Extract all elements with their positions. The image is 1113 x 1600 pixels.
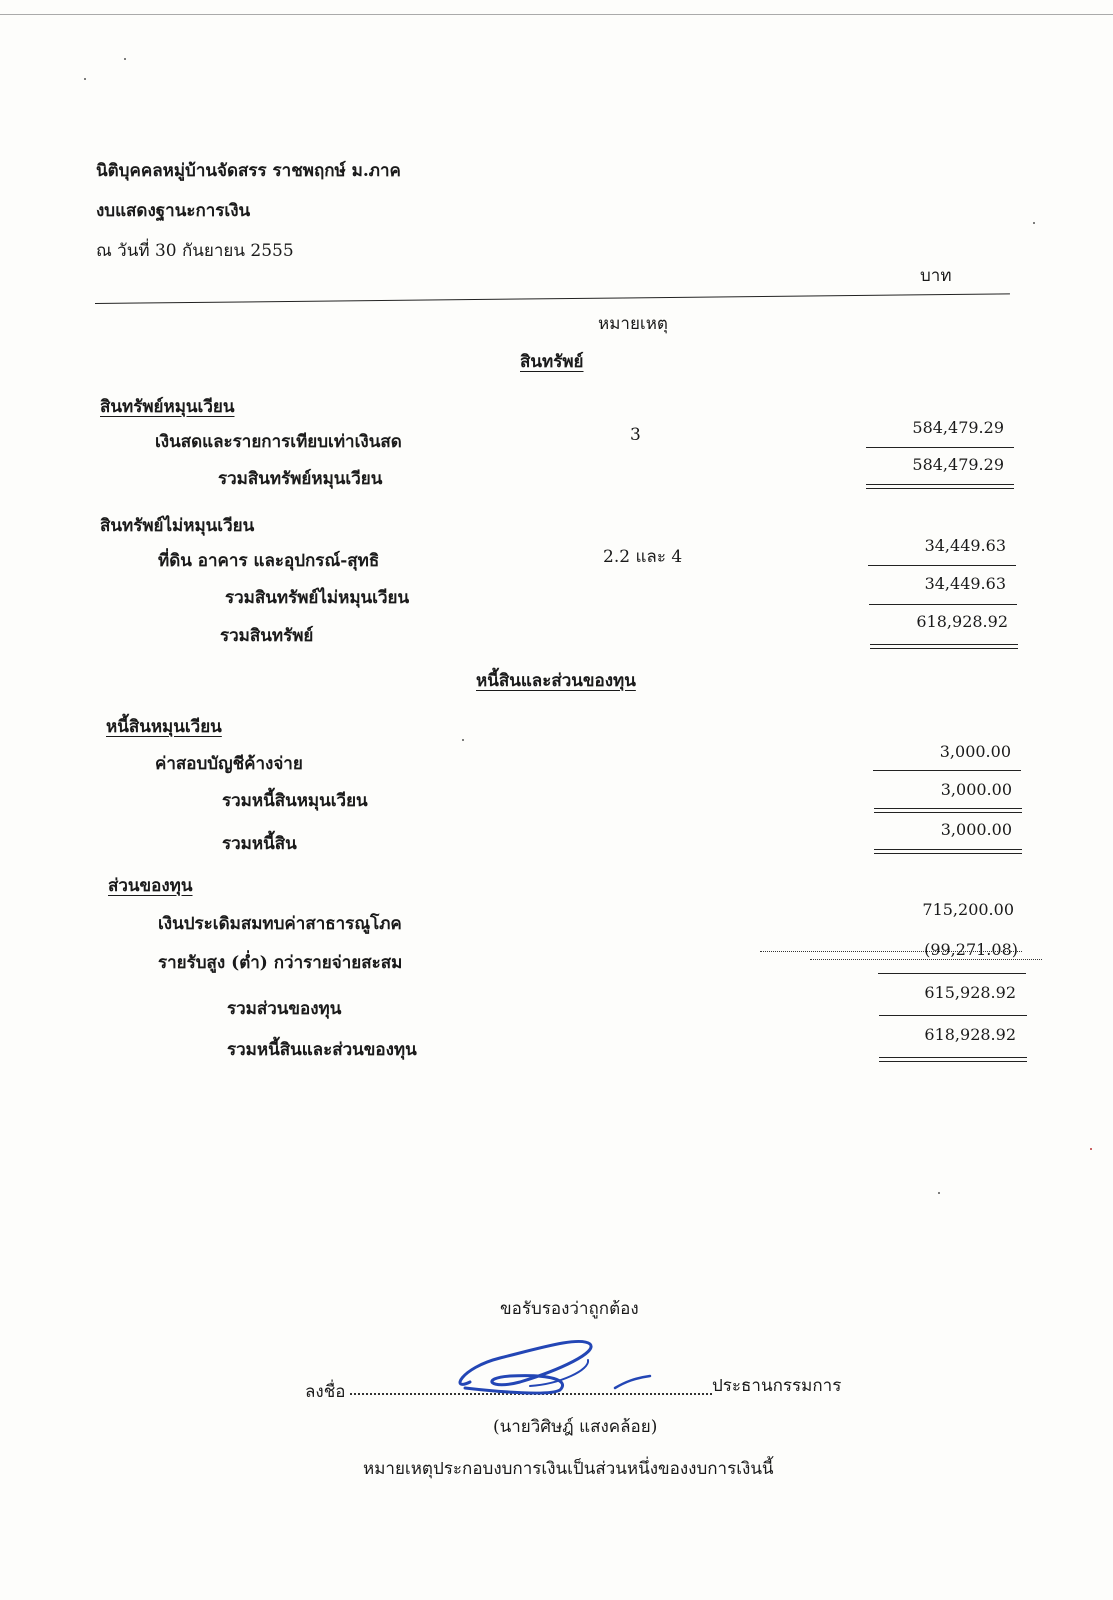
statement-title: งบแสดงฐานะการเงิน: [96, 201, 251, 221]
top-scan-edge: [0, 14, 1113, 15]
double-underline: [874, 849, 1022, 854]
total-assets-value: 618,928.92: [916, 612, 1008, 631]
signer-name: (นายวิศิษฎ์ แสงคล้อย): [493, 1417, 658, 1437]
total-current-liabilities-value: 3,000.00: [940, 780, 1012, 799]
cash-label: เงินสดและรายการเทียบเท่าเงินสด: [155, 432, 402, 452]
ppe-value: 34,449.63: [924, 536, 1006, 555]
total-equity-value: 615,928.92: [924, 983, 1016, 1002]
double-underline: [870, 644, 1018, 649]
audit-fee-label: ค่าสอบบัญชีค้างจ่าย: [155, 754, 303, 774]
ppe-label: ที่ดิน อาคาร และอุปกรณ์-สุทธิ: [158, 551, 380, 571]
current-assets-label: สินทรัพย์หมุนเวียน: [100, 397, 235, 417]
liabilities-equity-heading: หนี้สินและส่วนของทุน: [476, 671, 636, 691]
audit-fee-value: 3,000.00: [939, 742, 1011, 761]
scan-speck: [1090, 1148, 1092, 1150]
total-liabilities-equity-value: 618,928.92: [924, 1025, 1016, 1044]
total-current-assets-value: 584,479.29: [912, 455, 1004, 474]
signer-title: ประธานกรรมการ: [712, 1376, 842, 1396]
certification-text: ขอรับรองว่าถูกต้อง: [500, 1299, 639, 1319]
statement-date: ณ วันที่ 30 กันยายน 2555: [96, 241, 294, 261]
note-column-heading: หมายเหตุ: [598, 314, 668, 334]
total-equity-label: รวมส่วนของทุน: [227, 999, 342, 1019]
total-current-assets-label: รวมสินทรัพย์หมุนเวียน: [218, 469, 383, 489]
total-assets-label: รวมสินทรัพย์: [220, 626, 314, 646]
double-underline: [866, 484, 1014, 489]
initial-contribution-label: เงินประเดิมสมทบค่าสาธารณูโภค: [158, 914, 402, 934]
underline: [873, 770, 1021, 771]
underline: [869, 604, 1017, 605]
sign-prefix: ลงชื่อ: [305, 1382, 346, 1402]
cash-value: 584,479.29: [912, 418, 1004, 437]
scan-speck: [124, 58, 126, 60]
accumulated-surplus-label: รายรับสูง (ต่ำ) กว่ารายจ่ายสะสม: [158, 953, 403, 973]
total-noncurrent-assets-value: 34,449.63: [924, 574, 1006, 593]
equity-label: ส่วนของทุน: [108, 876, 193, 896]
double-underline: [879, 1057, 1027, 1062]
initial-contribution-value: 715,200.00: [922, 900, 1014, 919]
handwritten-signature: [440, 1330, 670, 1400]
entity-name: นิติบุคคลหมู่บ้านจัดสรร ราชพฤกษ์ ม.ภาค: [96, 161, 401, 181]
total-liabilities-value: 3,000.00: [940, 820, 1012, 839]
strike-line: [810, 959, 1042, 960]
underline: [868, 565, 1016, 566]
scan-speck: [84, 78, 86, 80]
scan-speck: [1033, 222, 1035, 224]
cash-note: 3: [630, 425, 641, 445]
currency-label: บาท: [920, 266, 952, 286]
scan-speck: [938, 1192, 940, 1194]
accumulated-surplus-value: (99,271.08): [924, 940, 1018, 959]
underline: [879, 1015, 1027, 1016]
total-liabilities-label: รวมหนี้สิน: [222, 834, 297, 854]
double-underline: [874, 808, 1022, 813]
underline: [878, 973, 1026, 974]
footer-note: หมายเหตุประกอบงบการเงินเป็นส่วนหนึ่งของงบการเงินนี้: [363, 1459, 774, 1479]
total-noncurrent-assets-label: รวมสินทรัพย์ไม่หมุนเวียน: [225, 588, 410, 608]
current-liabilities-label: หนี้สินหมุนเวียน: [106, 717, 222, 737]
assets-heading: สินทรัพย์: [520, 352, 584, 372]
ppe-note: 2.2 และ 4: [603, 547, 683, 567]
scan-speck: [462, 739, 464, 741]
underline: [866, 447, 1014, 448]
total-liabilities-equity-label: รวมหนี้สินและส่วนของทุน: [227, 1040, 417, 1060]
noncurrent-assets-label: สินทรัพย์ไม่หมุนเวียน: [100, 516, 255, 536]
header-rule: [95, 293, 1010, 304]
total-current-liabilities-label: รวมหนี้สินหมุนเวียน: [222, 791, 368, 811]
